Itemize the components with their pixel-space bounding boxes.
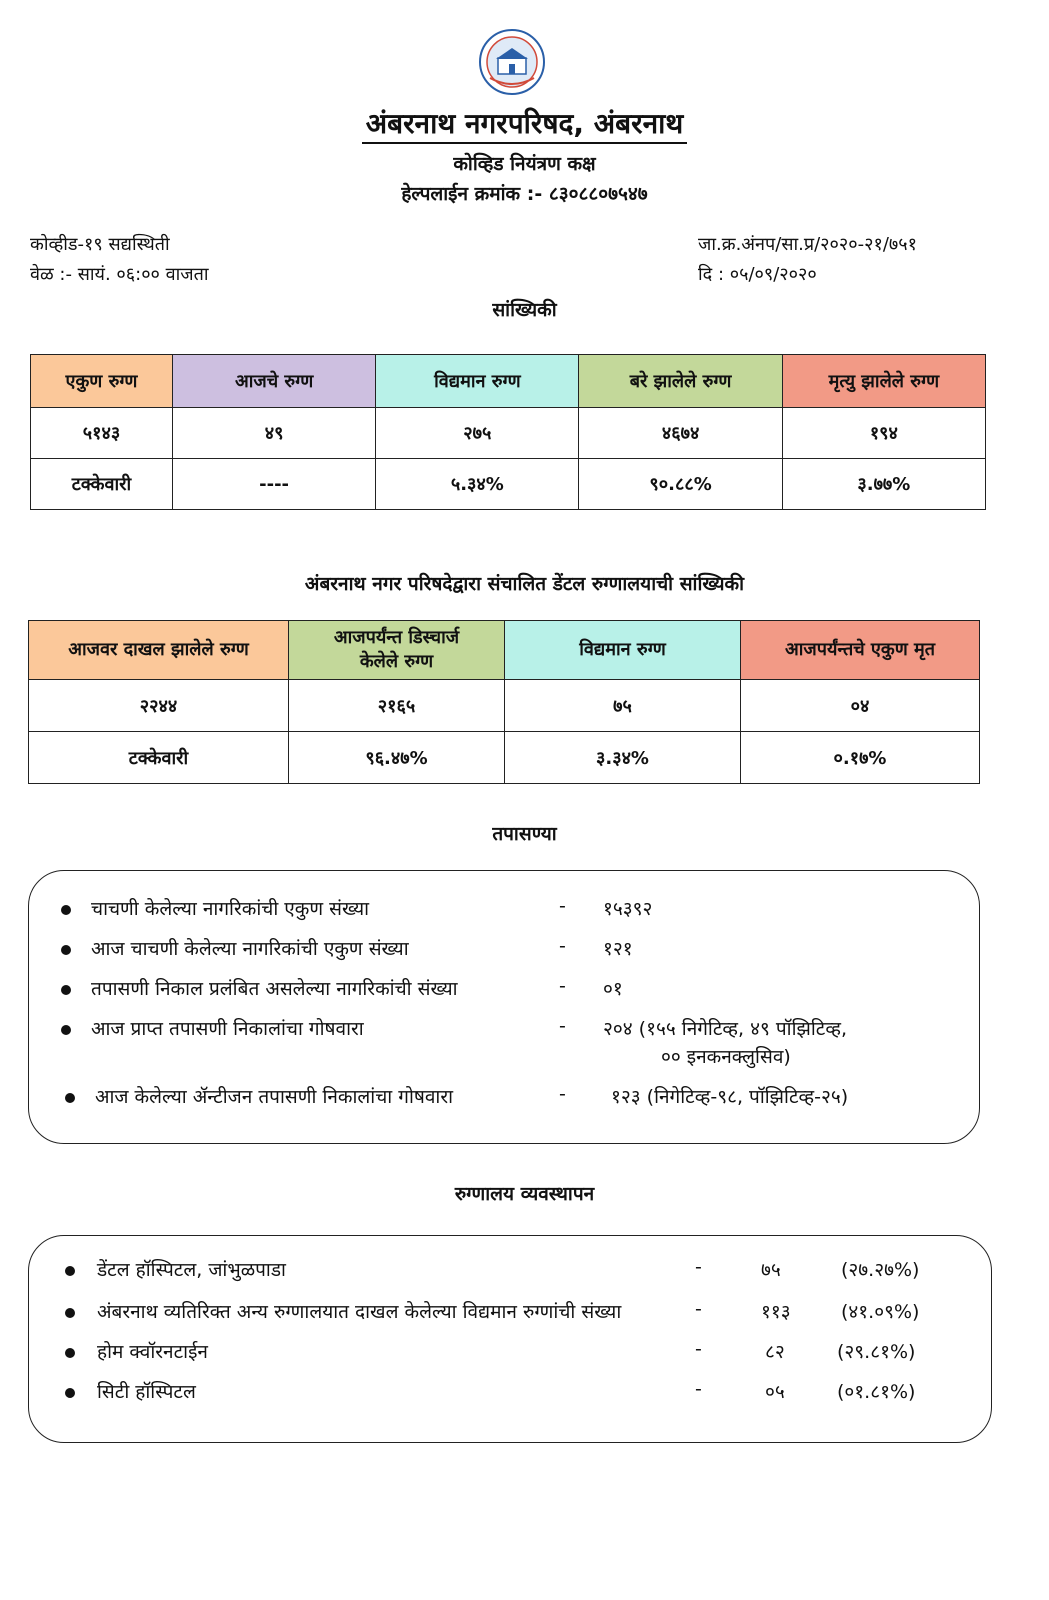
stats-header-cell: मृत्यु झालेले रुग्ण xyxy=(782,355,985,408)
hospital-item-label: होम क्वॉरनटाईन xyxy=(97,1341,208,1363)
stats-count-cell: ४६७४ xyxy=(579,408,782,459)
status-label: कोव्हीड-१९ सद्यस्थिती xyxy=(30,234,170,255)
report-date: दि : ०५/०९/२०२० xyxy=(698,264,817,285)
hospital-item-label: सिटी हॉस्पिटल xyxy=(97,1381,196,1403)
dental-section-title: अंबरनाथ नगर परिषदेद्वारा संचालित डेंटल रुग्णालयाची सांख्यिकी xyxy=(304,573,745,595)
test-item-label: आज चाचणी केलेल्या नागरिकांची एकुण संख्या xyxy=(91,938,409,960)
hospital-item-dash: - xyxy=(695,1298,702,1320)
hospital-item-value: ०५ xyxy=(765,1381,785,1403)
test-item-dash: - xyxy=(559,975,566,997)
bullet-icon xyxy=(61,985,71,995)
test-item-dash: - xyxy=(559,935,566,957)
dental-header-cell: आजपर्यंन्त डिस्चार्ज केलेले रुग्ण xyxy=(289,621,505,680)
hospital-section-title: रुग्णालय व्यवस्थापन xyxy=(454,1183,595,1205)
dental-percent-cell: टक्केवारी xyxy=(29,732,289,784)
test-item-dash: - xyxy=(559,1083,566,1105)
stats-percent-cell: ९०.८८% xyxy=(579,459,782,510)
bullet-icon xyxy=(61,1025,71,1035)
hospital-box xyxy=(28,1235,992,1443)
dental-percent-row xyxy=(29,732,980,784)
test-item-value: १५३९२ xyxy=(603,898,653,920)
hospital-item-percent: (२९.८१%) xyxy=(837,1341,916,1363)
hospital-item-dash: - xyxy=(695,1378,702,1400)
stats-header-cell: एकुण रुग्ण xyxy=(31,355,173,408)
stats-percent-cell: ३.७७% xyxy=(782,459,985,510)
stats-header-row xyxy=(31,355,986,408)
org-title: अंबरनाथ नगरपरिषद, अंबरनाथ xyxy=(0,104,1049,142)
hospital-item-dash: - xyxy=(695,1338,702,1360)
stats-section-title: सांख्यिकी xyxy=(492,299,557,321)
dental-count-row xyxy=(29,680,980,732)
bullet-icon xyxy=(65,1093,75,1103)
stats-count-cell: २७५ xyxy=(376,408,579,459)
dental-header-cell: विद्यमान रुग्ण xyxy=(505,621,741,680)
dental-percent-cell: ३.३४% xyxy=(505,732,741,784)
hospital-item-percent: (०१.८१%) xyxy=(837,1381,916,1403)
dental-header-row xyxy=(29,621,980,680)
stats-percent-row xyxy=(31,459,986,510)
stats-count-cell: ४९ xyxy=(172,408,375,459)
dental-count-cell: ७५ xyxy=(505,680,741,732)
test-item-label: आज प्राप्त तपासणी निकालांचा गोषवारा xyxy=(91,1018,364,1040)
report-time: वेळ :- सायं. ०६:०० वाजता xyxy=(30,264,209,285)
hospital-item-label: डेंटल हॉस्पिटल, जांभुळपाडा xyxy=(97,1259,286,1281)
stats-table xyxy=(30,354,986,510)
department-name: कोव्हिड नियंत्रण कक्ष xyxy=(453,153,596,175)
bullet-icon xyxy=(61,945,71,955)
stats-header-cell: आजचे रुग्ण xyxy=(172,355,375,408)
hospital-item-percent: (२७.२७%) xyxy=(841,1259,920,1281)
stats-header-cell: बरे झालेले रुग्ण xyxy=(579,355,782,408)
dental-header-cell: आजवर दाखल झालेले रुग्ण xyxy=(29,621,289,680)
bullet-icon xyxy=(65,1308,75,1318)
tests-section-title: तपासण्या xyxy=(492,823,557,845)
hospital-item-dash: - xyxy=(695,1256,702,1278)
dental-percent-cell: ९६.४७% xyxy=(289,732,505,784)
hospital-item-value: ७५ xyxy=(761,1259,781,1281)
hospital-item-label: अंबरनाथ व्यतिरिक्त अन्य रुग्णालयात दाखल केलेल्या विद्यमान रुग्णांची संख्या xyxy=(97,1301,622,1323)
tests-box xyxy=(28,870,980,1144)
test-item-dash: - xyxy=(559,895,566,917)
dental-percent-cell: ०.१७% xyxy=(741,732,980,784)
test-item-dash: - xyxy=(559,1015,566,1037)
stats-percent-cell: टक्केवारी xyxy=(31,459,173,510)
test-item-value-continued: ०० इनकनक्लुसिव) xyxy=(661,1046,791,1068)
bullet-icon xyxy=(65,1348,75,1358)
test-item-label: चाचणी केलेल्या नागरिकांची एकुण संख्या xyxy=(91,898,370,920)
hospital-item-value: ८२ xyxy=(765,1341,785,1363)
dental-header-cell: आजपर्यंन्तचे एकुण मृत xyxy=(741,621,980,680)
stats-count-row xyxy=(31,408,986,459)
test-item-value: २०४ (१५५ निगेटिव्ह, ४९ पॉझिटिव्ह, xyxy=(603,1018,848,1040)
test-item-label: आज केलेल्या ॲन्टीजन तपासणी निकालांचा गोषवारा xyxy=(95,1086,454,1108)
dental-count-cell: २२४४ xyxy=(29,680,289,732)
stats-percent-cell: ५.३४% xyxy=(376,459,579,510)
test-item-value: १२३ (निगेटिव्ह-९८, पॉझिटिव्ह-२५) xyxy=(611,1086,849,1108)
bullet-icon xyxy=(65,1266,75,1276)
dental-table xyxy=(28,620,980,784)
helpline-number: हेल्पलाईन क्रमांक :- ८३०८८०७५४७ xyxy=(401,183,648,205)
test-item-label: तपासणी निकाल प्रलंबित असलेल्या नागरिकांची संख्या xyxy=(91,978,458,1000)
bullet-icon xyxy=(61,905,71,915)
hospital-item-percent: (४१.०९%) xyxy=(841,1301,920,1323)
test-item-value: ०१ xyxy=(603,978,623,1000)
reference-number: जा.क्र.अंनप/सा.प्र/२०२०-२१/७५१ xyxy=(698,234,917,255)
test-item-value: १२१ xyxy=(603,938,633,960)
dental-count-cell: ०४ xyxy=(741,680,980,732)
stats-count-cell: ५१४३ xyxy=(31,408,173,459)
dental-count-cell: २१६५ xyxy=(289,680,505,732)
stats-percent-cell: ---- xyxy=(172,459,375,510)
bullet-icon xyxy=(65,1388,75,1398)
municipal-seal-logo xyxy=(478,28,546,96)
hospital-item-value: ११३ xyxy=(761,1301,791,1323)
stats-header-cell: विद्यमान रुग्ण xyxy=(376,355,579,408)
stats-count-cell: १९४ xyxy=(782,408,985,459)
